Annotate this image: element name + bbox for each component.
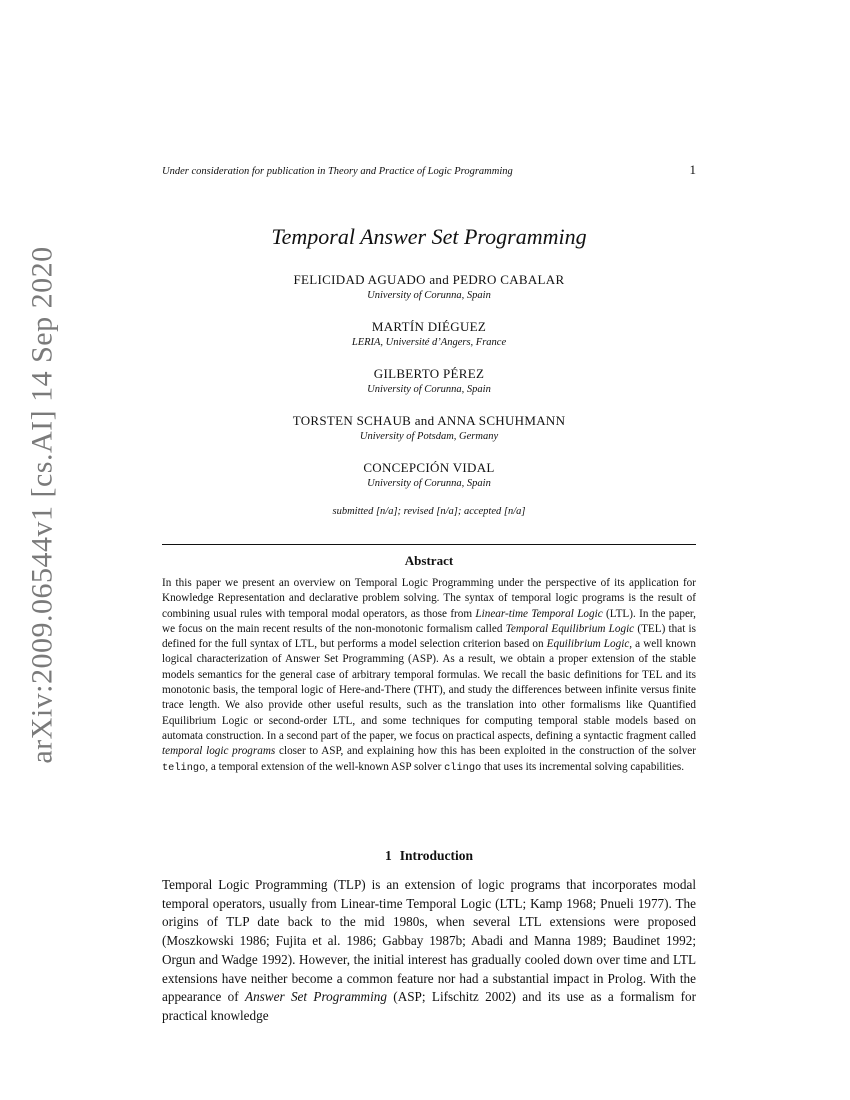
author-group xyxy=(162,364,696,397)
author-affiliation: University of Potsdam, Germany xyxy=(359,431,499,442)
equilibrium-logic-term: Equilibrium Logic xyxy=(546,638,630,651)
page-number: 1 xyxy=(689,162,696,177)
telingo-code: telingo xyxy=(162,761,206,774)
asp-term: Answer Set Programming xyxy=(245,989,387,1005)
author-block xyxy=(162,270,696,505)
author-affiliation: LERIA, Université d’Angers, France xyxy=(351,337,507,348)
author-affiliation: University of Corunna, Spain xyxy=(367,478,491,489)
paper-title: Temporal Answer Set Programming xyxy=(271,224,587,249)
introduction-heading xyxy=(162,848,696,864)
section-number: 1 xyxy=(384,848,392,863)
abstract-heading: Abstract xyxy=(404,553,454,568)
tel-term: Temporal Equilibrium Logic xyxy=(505,622,635,635)
author-names: GILBERTO PÉREZ xyxy=(373,366,485,381)
author-names: MARTÍN DIÉGUEZ xyxy=(371,319,487,334)
temporal-logic-programs-term: temporal logic programs xyxy=(162,745,276,758)
author-group xyxy=(162,411,696,444)
author-names: TORSTEN SCHAUB and ANNA SCHUHMANN xyxy=(292,413,566,428)
introduction-text: Temporal Logic Programming (TLP) is an extension of logic programs that incorporates modal temporal operators, usually from Linear-time Temporal Logic (LTL; Kamp 1968; Pnueli 1977). The origins of TLP date back to the mid 1980s, when several LTL extensions were proposed (Moszkowski 1986; Fujita et al. 1986; Gabbay 1987b; Abadi and Manna 1989; Baudinet 1992; Orgun and Wadge 1992). However, the initial interest has gradually cooled down over time and LTL extensions have neither become a common feature nor had a substantial impact in Prolog. With the appearance of Answer Set Programming (ASP; Lifschitz 2002) and its use as a formalism for practical knowledge xyxy=(162,877,696,1023)
section-title: Introduction xyxy=(399,848,474,863)
author-affiliation: University of Corunna, Spain xyxy=(367,384,491,395)
arxiv-identifier-stamp xyxy=(18,246,68,764)
abstract-text: In this paper we present an overview on Temporal Logic Programming under the perspective of its application for Knowledge Representation and declarative problem solving. The syntax of temporal logic programs is the result of combining usual rules with temporal modal operators, as those from Linear-time Temporal Logic (LTL). In the paper, we focus on the main recent results of the non-monotonic formalism called Temporal Equilibrium Logic (TEL) that is defined for the full syntax of LTL, but performs a model selection criterion based on Equilibrium Logic, a well known logical characterization of Answer Set Programming (ASP). As a result, we obtain a proper extension of the stable models semantics for the general case of arbitrary temporal formulas. We recall the basic definitions for TEL and its monotonic basis, the temporal logic of Here-and-There (THT), and study the differences between infinite versus finite trace length. We also provide other useful results, such as the translation into other formalisms like Quantified Equilibrium Logic or second-order LTL, and some techniques for computing temporal stable models based on automata construction. In a second part of the paper, we focus on practical aspects, defining a syntactic fragment called temporal logic programs closer to ASP, and explaining how this has been exploited in the construction of the solver telingo, a temporal extension of the well-known ASP solver clingo that uses its incremental solving capabilities. xyxy=(162,577,696,774)
clingo-code: clingo xyxy=(444,761,482,774)
abstract-divider xyxy=(162,544,696,545)
submission-dates: submitted [n/a]; revised [n/a]; accepted [n/a] xyxy=(332,506,526,517)
author-affiliation: University of Corunna, Spain xyxy=(367,290,491,301)
author-names: FELICIDAD AGUADO and PEDRO CABALAR xyxy=(293,272,565,287)
author-group xyxy=(162,458,696,491)
arxiv-identifier-text: arXiv:2009.06544v1 [cs.AI] 14 Sep 2020 xyxy=(26,246,59,764)
author-names: CONCEPCIÓN VIDAL xyxy=(363,460,495,475)
author-group xyxy=(162,270,696,303)
journal-running-title: Under consideration for publication in Theory and Practice of Logic Programming xyxy=(162,166,513,177)
running-head xyxy=(162,162,696,178)
ltl-term: Linear-time Temporal Logic xyxy=(475,607,603,620)
author-group xyxy=(162,317,696,350)
